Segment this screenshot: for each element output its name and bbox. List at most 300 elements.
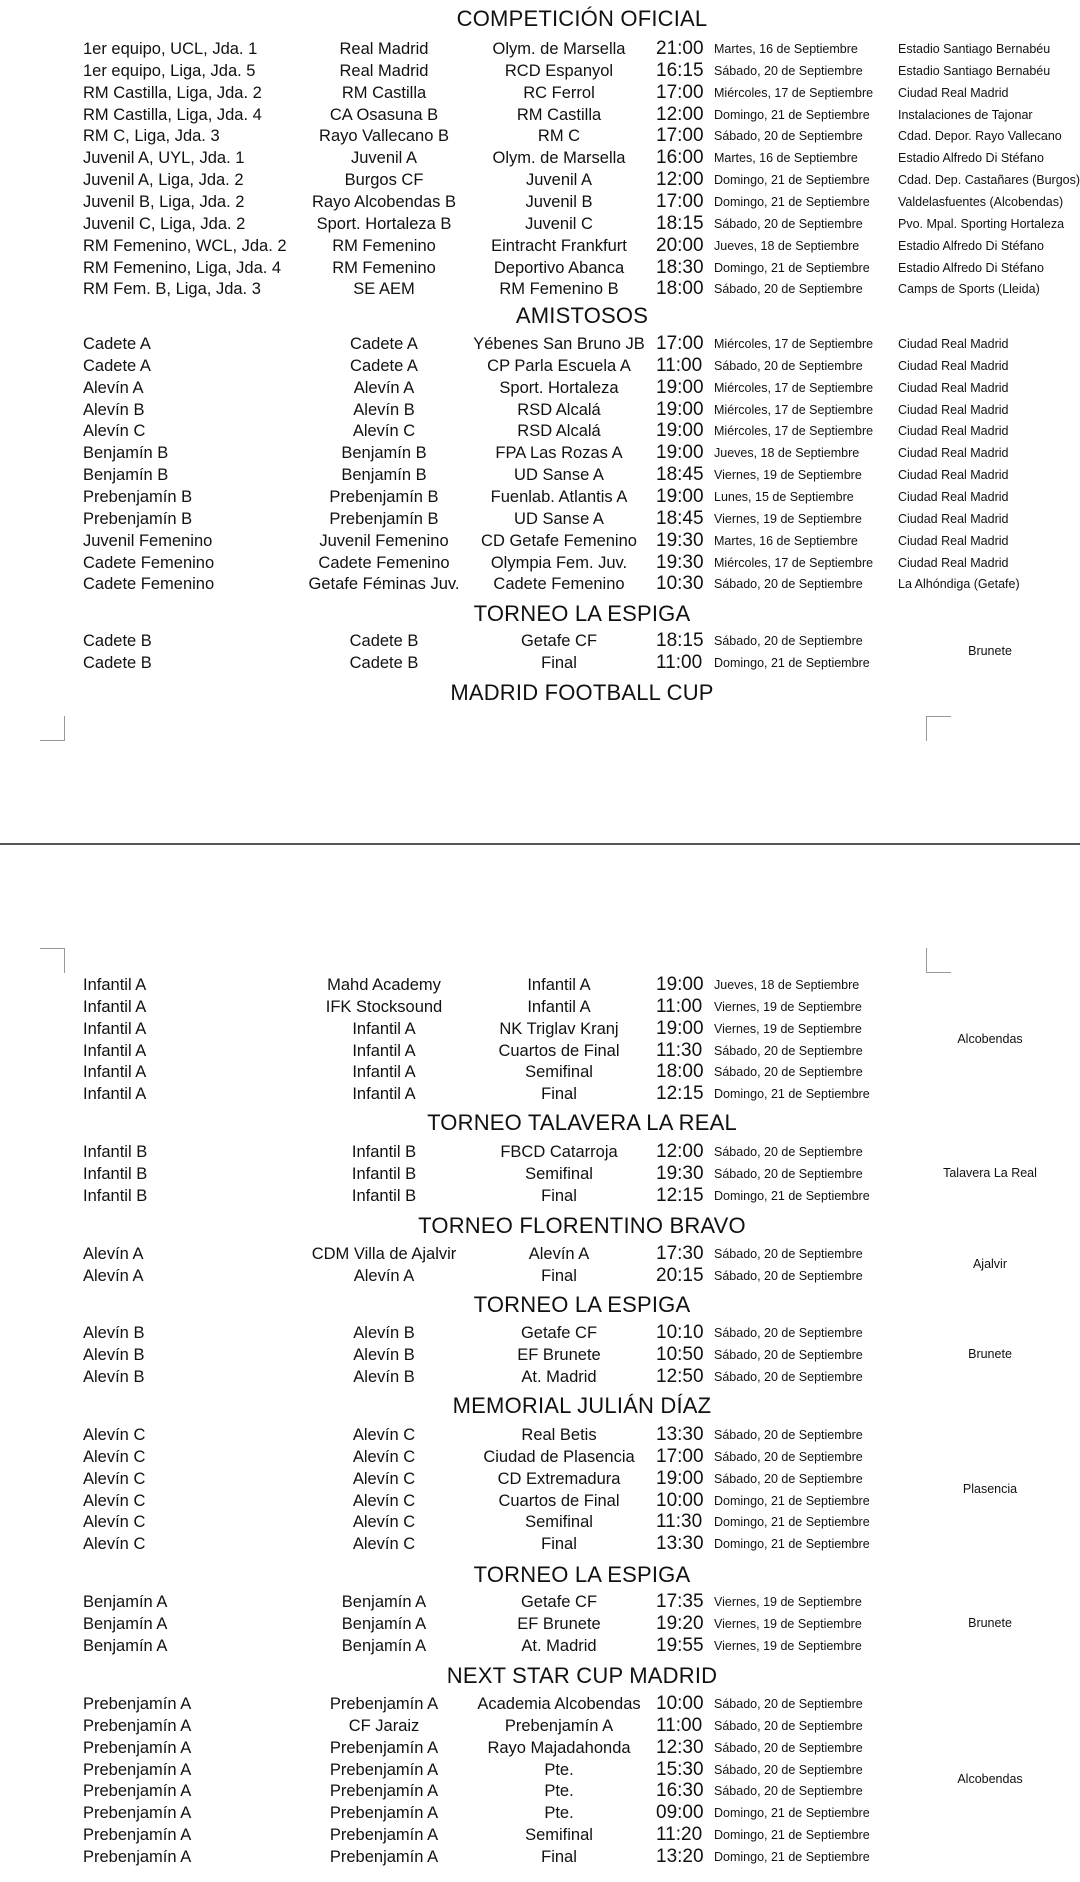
home-team-text: Burgos CF xyxy=(344,171,424,190)
home-team-text: CF Jaraiz xyxy=(348,1716,420,1735)
row-kickoff-time: 19:00 xyxy=(656,1017,704,1039)
row-kickoff-time: 19:30 xyxy=(656,529,704,551)
away-team-text: EF Brunete xyxy=(517,1614,601,1633)
away-team-text: Alevín A xyxy=(528,1245,590,1263)
home-team-text: Juvenil A xyxy=(350,149,418,168)
home-team-text: Getafe Féminas Juv. xyxy=(308,575,460,594)
away-team-text: UD Sanse A xyxy=(514,509,604,528)
row-date: Sábado, 20 de Septiembre xyxy=(714,1326,863,1340)
row-category: 1er equipo, Liga, Jda. 5 xyxy=(83,61,256,80)
row-date: Domingo, 21 de Septiembre xyxy=(714,1537,870,1552)
row-category: 1er equipo, UCL, Jda. 1 xyxy=(83,40,258,58)
home-team-text: Prebenjamín A xyxy=(329,1695,439,1713)
row-category: Juvenil A, Liga, Jda. 2 xyxy=(83,171,244,190)
home-team-text: Prebenjamín A xyxy=(329,1826,439,1845)
row-category: Alevín A xyxy=(83,378,144,397)
home-team-text: Alevín C xyxy=(352,1535,416,1554)
row-kickoff-time: 19:00 xyxy=(656,376,704,398)
row-venue: Pvo. Mpal. Sporting Hortaleza xyxy=(898,216,1065,231)
table-row xyxy=(0,974,1080,996)
row-date: Miércoles, 17 de Septiembre xyxy=(714,555,874,570)
row-category: Infantil A xyxy=(83,1063,147,1082)
home-team-text: Benjamín B xyxy=(341,444,427,463)
row-category: Prebenjamín B xyxy=(83,509,193,528)
home-team-text: Alevín B xyxy=(353,1367,415,1386)
home-team-text: Real Madrid xyxy=(339,61,429,80)
table-row xyxy=(0,278,1080,300)
row-category: Prebenjamín A xyxy=(83,1760,192,1779)
table-row xyxy=(0,1366,1080,1388)
row-date: Viernes, 19 de Septiembre xyxy=(714,511,862,526)
row-category: Prebenjamín A xyxy=(83,1804,192,1823)
row-category: Benjamín A xyxy=(83,1614,168,1633)
row-date: Sábado, 20 de Septiembre xyxy=(714,216,863,231)
away-team-text: Sport. Hortaleza xyxy=(499,378,619,397)
row-venue: Estadio Santiago Bernabéu xyxy=(898,42,1051,56)
row-kickoff-time: 19:00 xyxy=(656,485,704,507)
away-team-text: Getafe CF xyxy=(520,1324,598,1342)
row-kickoff-time: 18:00 xyxy=(656,1061,704,1083)
row-venue: Ciudad Real Madrid xyxy=(898,85,1009,100)
row-kickoff-time: 12:00 xyxy=(656,169,704,191)
table-row xyxy=(0,125,1080,147)
row-venue: Ciudad Real Madrid xyxy=(898,424,1009,439)
table-row xyxy=(0,442,1080,464)
row-date: Sábado, 20 de Septiembre xyxy=(714,1268,863,1283)
away-team-text: FBCD Catarroja xyxy=(500,1143,618,1161)
row-date: Sábado, 20 de Septiembre xyxy=(714,63,863,78)
table-row xyxy=(0,530,1080,552)
home-team-text: RM Femenino xyxy=(332,258,436,277)
row-kickoff-time: 10:00 xyxy=(656,1489,704,1511)
row-venue: Ciudad Real Madrid xyxy=(898,511,1009,526)
away-team-text: Final xyxy=(541,1186,577,1205)
row-date: Miércoles, 17 de Septiembre xyxy=(714,402,874,417)
row-date: Martes, 16 de Septiembre xyxy=(714,533,858,548)
away-team-text: Rayo Majadahonda xyxy=(487,1738,631,1757)
home-team-text: Infantil A xyxy=(352,1063,416,1082)
home-team-text: Cadete B xyxy=(349,632,419,650)
away-team-text: RC Ferrol xyxy=(523,83,595,102)
away-team-text: UD Sanse A xyxy=(514,466,604,485)
page-margin-corner xyxy=(926,948,951,973)
row-venue: Ciudad Real Madrid xyxy=(898,468,1009,483)
row-venue: Cdad. Dep. Castañares (Burgos) xyxy=(898,173,1080,188)
row-venue: Estadio Alfredo Di Stéfano xyxy=(898,238,1044,253)
table-row xyxy=(0,1141,1080,1163)
away-team-text: Final xyxy=(541,1847,577,1866)
row-venue: Camps de Sports (Lleida) xyxy=(898,282,1040,297)
row-category: RM Femenino, WCL, Jda. 2 xyxy=(83,236,287,255)
row-kickoff-time: 11:00 xyxy=(656,1714,703,1736)
home-team-text: Infantil B xyxy=(351,1143,417,1161)
row-kickoff-time: 19:00 xyxy=(656,974,704,995)
row-venue: Ciudad Real Madrid xyxy=(898,337,1009,351)
row-date: Miércoles, 17 de Septiembre xyxy=(714,424,874,439)
away-team-text: RSD Alcalá xyxy=(517,400,601,419)
home-team-text: Alevín B xyxy=(353,1324,415,1342)
home-team-text: Benjamín B xyxy=(341,466,427,485)
row-venue: Estadio Alfredo Di Stéfano xyxy=(898,151,1044,166)
home-team-text: Juvenil Femenino xyxy=(319,531,449,550)
row-kickoff-time: 12:15 xyxy=(656,1083,704,1105)
away-team-text: Final xyxy=(541,1085,577,1104)
home-team-text: Alevín C xyxy=(352,1491,416,1510)
home-team-text: Real Madrid xyxy=(339,40,429,58)
row-category: Cadete A xyxy=(83,335,151,353)
row-date: Viernes, 19 de Septiembre xyxy=(714,1638,862,1653)
row-kickoff-time: 11:20 xyxy=(656,1824,703,1846)
away-team-text: CP Parla Escuela A xyxy=(487,356,631,375)
home-team-text: Alevín B xyxy=(353,400,415,419)
row-date: Domingo, 21 de Septiembre xyxy=(714,1493,870,1508)
section-title: NEXT STAR CUP MADRID xyxy=(446,1663,718,1688)
row-category: Alevín C xyxy=(83,1447,146,1466)
section-title: TORNEO LA ESPIGA xyxy=(473,1292,691,1317)
row-category: Cadete B xyxy=(83,632,152,650)
row-category: Infantil B xyxy=(83,1164,148,1183)
table-row xyxy=(0,1083,1080,1105)
table-row xyxy=(0,486,1080,508)
row-category: Prebenjamín B xyxy=(83,487,193,506)
row-date: Sábado, 20 de Septiembre xyxy=(714,1718,863,1733)
away-team-text: Semifinal xyxy=(525,1063,593,1082)
away-team-text: Semifinal xyxy=(525,1164,593,1183)
section-title: COMPETICIÓN OFICIAL xyxy=(456,6,708,31)
away-team-text: Prebenjamín A xyxy=(504,1716,614,1735)
row-venue: Valdelasfuentes (Alcobendas) xyxy=(898,194,1064,209)
row-date: Viernes, 19 de Septiembre xyxy=(714,999,862,1014)
row-date: Miércoles, 17 de Septiembre xyxy=(714,337,874,351)
section-title: AMISTOSOS xyxy=(515,303,649,328)
row-kickoff-time: 09:00 xyxy=(656,1802,704,1824)
row-category: Alevín B xyxy=(83,400,145,419)
row-category: Cadete A xyxy=(83,356,151,375)
row-venue: Ciudad Real Madrid xyxy=(898,358,1009,373)
away-team-text: Cuartos de Final xyxy=(498,1491,620,1510)
row-kickoff-time: 11:30 xyxy=(656,1511,703,1533)
row-category: RM Femenino, Liga, Jda. 4 xyxy=(83,258,282,277)
row-date: Domingo, 21 de Septiembre xyxy=(714,1087,870,1102)
row-kickoff-time: 10:30 xyxy=(656,573,704,595)
row-category: Infantil B xyxy=(83,1186,148,1205)
table-row xyxy=(0,552,1080,574)
home-team-text: Cadete A xyxy=(350,335,418,353)
row-kickoff-time: 17:00 xyxy=(656,190,704,212)
page-margin-corner xyxy=(40,948,65,973)
row-date: Domingo, 21 de Septiembre xyxy=(714,260,870,275)
table-row xyxy=(0,1591,1080,1613)
row-category: Cadete B xyxy=(83,653,152,672)
row-date: Miércoles, 17 de Septiembre xyxy=(714,380,874,395)
row-kickoff-time: 12:00 xyxy=(656,103,704,125)
home-team-text: CDM Villa de Ajalvir xyxy=(311,1245,457,1263)
section-title: TORNEO FLORENTINO BRAVO xyxy=(418,1213,746,1238)
row-category: Alevín C xyxy=(83,1469,146,1488)
row-date: Viernes, 19 de Septiembre xyxy=(714,1021,862,1036)
row-kickoff-time: 10:50 xyxy=(656,1343,704,1365)
row-date: Domingo, 21 de Septiembre xyxy=(714,173,870,188)
row-kickoff-time: 19:00 xyxy=(656,442,704,464)
row-kickoff-time: 11:00 xyxy=(656,995,703,1017)
home-team-text: Prebenjamín A xyxy=(329,1847,439,1866)
away-team-text: RSD Alcalá xyxy=(517,422,601,441)
page-margin-corner xyxy=(40,716,65,741)
away-team-text: NK Triglav Kranj xyxy=(499,1019,619,1038)
home-team-text: Alevín A xyxy=(353,378,415,397)
row-date: Domingo, 21 de Septiembre xyxy=(714,1828,870,1843)
row-kickoff-time: 17:00 xyxy=(656,125,704,147)
row-date: Sábado, 20 de Septiembre xyxy=(714,1043,863,1058)
row-date: Viernes, 19 de Septiembre xyxy=(714,468,862,483)
table-row xyxy=(0,235,1080,257)
home-team-text: IFK Stocksound xyxy=(325,997,443,1016)
row-kickoff-time: 12:30 xyxy=(656,1736,704,1758)
home-team-text: Prebenjamín A xyxy=(329,1804,439,1823)
row-venue: Estadio Santiago Bernabéu xyxy=(898,63,1051,78)
row-kickoff-time: 20:15 xyxy=(656,1264,704,1286)
row-date: Sábado, 20 de Septiembre xyxy=(714,1762,863,1777)
row-venue: Ciudad Real Madrid xyxy=(898,446,1009,461)
row-date: Sábado, 20 de Septiembre xyxy=(714,282,863,297)
section-title: TORNEO LA ESPIGA xyxy=(473,1562,691,1587)
row-category: Cadete Femenino xyxy=(83,575,215,594)
row-date: Sábado, 20 de Septiembre xyxy=(714,1697,863,1711)
away-team-text: Cadete Femenino xyxy=(493,575,625,594)
row-category: Prebenjamín A xyxy=(83,1695,192,1713)
away-team-text: Infantil A xyxy=(527,997,591,1016)
row-date: Sábado, 20 de Septiembre xyxy=(714,129,863,144)
row-date: Sábado, 20 de Septiembre xyxy=(714,577,863,592)
row-kickoff-time: 18:15 xyxy=(656,630,704,651)
away-team-text: RM Femenino B xyxy=(499,280,619,299)
home-team-text: Rayo Vallecano B xyxy=(319,127,449,146)
row-category: Alevín C xyxy=(83,1513,146,1532)
table-row xyxy=(0,1424,1080,1446)
home-team-text: SE AEM xyxy=(353,280,415,299)
row-venue: Ciudad Real Madrid xyxy=(898,533,1009,548)
table-row xyxy=(0,1846,1080,1868)
table-row xyxy=(0,169,1080,191)
row-date: Viernes, 19 de Septiembre xyxy=(714,1595,862,1609)
home-team-text: CA Osasuna B xyxy=(329,105,439,124)
row-category: Benjamín B xyxy=(83,444,169,463)
section-venue: Alcobendas xyxy=(957,1772,1023,1787)
home-team-text: Rayo Alcobendas B xyxy=(311,192,457,211)
table-row xyxy=(0,1824,1080,1846)
away-team-text: Olym. de Marsella xyxy=(492,40,626,58)
away-team-text: Semifinal xyxy=(525,1513,593,1532)
row-kickoff-time: 17:00 xyxy=(656,333,704,354)
home-team-text: RM Femenino xyxy=(332,236,436,255)
table-row xyxy=(0,508,1080,530)
table-row xyxy=(0,1446,1080,1468)
table-row xyxy=(0,377,1080,399)
table-row xyxy=(0,1511,1080,1533)
row-kickoff-time: 19:30 xyxy=(656,1162,704,1184)
row-kickoff-time: 11:00 xyxy=(656,354,703,376)
row-date: Sábado, 20 de Septiembre xyxy=(714,1247,863,1261)
table-row xyxy=(0,82,1080,104)
away-team-text: Pte. xyxy=(544,1782,574,1801)
row-kickoff-time: 19:00 xyxy=(656,1467,704,1489)
table-row xyxy=(0,1533,1080,1555)
row-kickoff-time: 18:00 xyxy=(656,278,704,300)
row-category: Alevín B xyxy=(83,1367,145,1386)
row-kickoff-time: 17:30 xyxy=(656,1243,704,1264)
row-kickoff-time: 13:30 xyxy=(656,1533,704,1555)
home-team-text: Alevín C xyxy=(352,1447,416,1466)
row-kickoff-time: 10:00 xyxy=(656,1693,704,1714)
row-category: Alevín C xyxy=(83,1491,146,1510)
table-row xyxy=(0,996,1080,1018)
row-date: Sábado, 20 de Septiembre xyxy=(714,1784,863,1799)
row-category: Juvenil A, UYL, Jda. 1 xyxy=(83,149,245,168)
away-team-text: Final xyxy=(541,1535,577,1554)
away-team-text: CD Extremadura xyxy=(497,1469,621,1488)
row-category: RM Castilla, Liga, Jda. 4 xyxy=(83,105,262,124)
away-team-text: Juvenil A xyxy=(525,171,593,190)
row-category: RM Fem. B, Liga, Jda. 3 xyxy=(83,280,261,299)
table-row xyxy=(0,191,1080,213)
away-team-text: Fuenlab. Atlantis A xyxy=(490,487,628,506)
table-row xyxy=(0,147,1080,169)
section-venue: Ajalvir xyxy=(972,1256,1008,1271)
row-date: Domingo, 21 de Septiembre xyxy=(714,194,870,209)
row-venue: Estadio Alfredo Di Stéfano xyxy=(898,260,1044,275)
row-kickoff-time: 18:30 xyxy=(656,256,704,278)
away-team-text: RCD Espanyol xyxy=(504,61,614,80)
away-team-text: Juvenil B xyxy=(525,192,593,211)
row-date: Martes, 16 de Septiembre xyxy=(714,151,858,166)
row-kickoff-time: 18:45 xyxy=(656,464,704,486)
row-kickoff-time: 11:00 xyxy=(656,651,703,673)
row-date: Viernes, 19 de Septiembre xyxy=(714,1616,862,1631)
home-team-text: Infantil B xyxy=(351,1164,417,1183)
row-category: RM Castilla, Liga, Jda. 2 xyxy=(83,83,262,102)
row-date: Lunes, 15 de Septiembre xyxy=(714,489,854,504)
away-team-text: At. Madrid xyxy=(521,1367,597,1386)
row-kickoff-time: 19:00 xyxy=(656,398,704,420)
away-team-text: Pte. xyxy=(544,1804,574,1823)
row-date: Sábado, 20 de Septiembre xyxy=(714,1347,863,1362)
away-team-text: RM Castilla xyxy=(516,105,602,124)
away-team-text: Academia Alcobendas xyxy=(477,1695,641,1713)
row-kickoff-time: 11:30 xyxy=(656,1039,703,1061)
home-team-text: Cadete B xyxy=(349,653,419,672)
row-date: Domingo, 21 de Septiembre xyxy=(714,1515,870,1530)
home-team-text: Alevín C xyxy=(352,1426,416,1444)
away-team-text: Semifinal xyxy=(525,1826,593,1845)
row-kickoff-time: 21:00 xyxy=(656,38,704,59)
row-venue: Cdad. Depor. Rayo Vallecano xyxy=(898,129,1062,144)
home-team-text: RM Castilla xyxy=(341,83,427,102)
home-team-text: Sport. Hortaleza B xyxy=(316,214,452,233)
row-kickoff-time: 12:15 xyxy=(656,1184,704,1206)
row-category: Juvenil Femenino xyxy=(83,531,213,550)
row-date: Martes, 16 de Septiembre xyxy=(714,42,858,56)
away-team-text: Final xyxy=(541,653,577,672)
row-category: Infantil B xyxy=(83,1143,148,1161)
away-team-text: Olym. de Marsella xyxy=(492,149,626,168)
row-kickoff-time: 16:15 xyxy=(656,59,704,81)
row-category: Infantil A xyxy=(83,1041,147,1060)
row-date: Sábado, 20 de Septiembre xyxy=(714,1369,863,1384)
home-team-text: Alevín B xyxy=(353,1345,415,1364)
row-category: Prebenjamín A xyxy=(83,1738,192,1757)
section-title: TORNEO TALAVERA LA REAL xyxy=(427,1110,737,1135)
row-category: Cadete Femenino xyxy=(83,553,215,572)
table-row xyxy=(0,1061,1080,1083)
away-team-text: Eintracht Frankfurt xyxy=(491,236,627,255)
row-date: Miércoles, 17 de Septiembre xyxy=(714,85,874,100)
table-row xyxy=(0,1715,1080,1737)
row-category: Benjamín B xyxy=(83,466,169,485)
home-team-text: Mahd Academy xyxy=(327,976,441,994)
away-team-text: Olympia Fem. Juv. xyxy=(490,553,628,572)
row-category: Alevín B xyxy=(83,1324,145,1342)
row-category: Infantil A xyxy=(83,1019,147,1038)
table-row xyxy=(0,38,1080,60)
row-venue: Instalaciones de Tajonar xyxy=(898,107,1033,122)
table-row xyxy=(0,60,1080,82)
home-team-text: Infantil A xyxy=(352,1019,416,1038)
row-kickoff-time: 13:30 xyxy=(656,1424,704,1445)
row-category: Juvenil C, Liga, Jda. 2 xyxy=(83,214,246,233)
row-kickoff-time: 19:30 xyxy=(656,551,704,573)
row-venue: La Alhóndiga (Getafe) xyxy=(898,577,1020,592)
row-kickoff-time: 18:15 xyxy=(656,212,704,234)
row-kickoff-time: 19:00 xyxy=(656,420,704,442)
row-category: Juvenil B, Liga, Jda. 2 xyxy=(83,192,245,211)
table-row xyxy=(0,333,1080,355)
row-category: Alevín C xyxy=(83,422,146,441)
table-row xyxy=(0,104,1080,126)
row-category: Prebenjamín A xyxy=(83,1847,192,1866)
home-team-text: Infantil A xyxy=(352,1085,416,1104)
row-kickoff-time: 17:35 xyxy=(656,1591,704,1612)
row-date: Domingo, 21 de Septiembre xyxy=(714,1849,870,1864)
row-category: Alevín C xyxy=(83,1426,146,1444)
away-team-text: At. Madrid xyxy=(521,1636,597,1655)
away-team-text: Getafe CF xyxy=(520,1593,598,1611)
home-team-text: Infantil B xyxy=(351,1186,417,1205)
home-team-text: Alevín C xyxy=(352,1513,416,1532)
row-venue: Ciudad Real Madrid xyxy=(898,489,1009,504)
row-category: Infantil A xyxy=(83,997,147,1016)
section-venue: Talavera La Real xyxy=(943,1165,1037,1180)
row-category: Alevín B xyxy=(83,1345,145,1364)
row-kickoff-time: 19:20 xyxy=(656,1612,704,1634)
away-team-text: Getafe CF xyxy=(520,632,598,650)
table-row xyxy=(0,213,1080,235)
row-date: Domingo, 21 de Septiembre xyxy=(714,655,870,670)
row-kickoff-time: 15:30 xyxy=(656,1758,704,1780)
table-row xyxy=(0,399,1080,421)
row-date: Sábado, 20 de Septiembre xyxy=(714,1166,863,1181)
row-date: Sábado, 20 de Septiembre xyxy=(714,634,863,648)
row-date: Sábado, 20 de Septiembre xyxy=(714,1740,863,1755)
away-team-text: Final xyxy=(541,1266,577,1285)
table-row xyxy=(0,464,1080,486)
home-team-text: Prebenjamín B xyxy=(329,487,439,506)
away-team-text: Cuartos de Final xyxy=(498,1041,620,1060)
away-team-text: Pte. xyxy=(544,1760,574,1779)
away-team-text: Ciudad de Plasencia xyxy=(483,1447,635,1466)
row-date: Sábado, 20 de Septiembre xyxy=(714,1428,863,1442)
away-team-text: Deportivo Abanca xyxy=(493,258,625,277)
table-row xyxy=(0,1635,1080,1657)
